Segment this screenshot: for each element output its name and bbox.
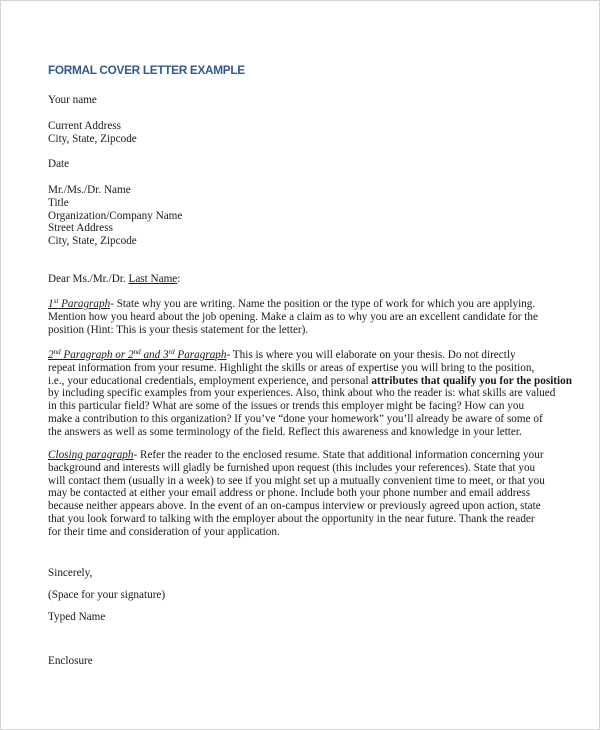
paragraph-2	[48, 348, 572, 439]
paragraph-1-line-1: - State why you are writing. Name the position or the type of work for which you are applying.	[110, 298, 536, 310]
document-title: FORMAL COVER LETTER EXAMPLE	[48, 63, 245, 77]
closing-paragraph-line-5: because neither appears above. In the event of an on-campus interview or previously agreed upon action, state	[48, 500, 541, 513]
closing-paragraph-line-1: - Refer the reader to the enclosed resume. State that additional information concerning your	[133, 449, 544, 461]
closing-paragraph-line-2: background and interests will gladly be furnished upon request (this includes your references). State that you	[48, 461, 536, 474]
sender-city: City, State, Zipcode	[48, 132, 137, 145]
salutation-prefix: Dear Ms./Mr./Dr.	[48, 273, 129, 285]
paragraph-2-line-6: make a contribution to this organization? If you’ve “done your homework” you’ll already be aware of some of	[48, 412, 543, 425]
recipient-title: Title	[48, 196, 69, 209]
paragraph-2-line-1: - This is where you will elaborate on your thesis. Do not directly	[226, 349, 516, 361]
sender-name: Your name	[48, 94, 97, 106]
closing-paragraph-line-6: that you look forward to talking with the employer about the opportunity in the near future. Thank the reader	[48, 512, 535, 525]
paragraph-2-line-7: the answers as well as some terminology of the field. Reflect this awareness and knowledge in your letter.	[48, 425, 522, 438]
closing-paragraph-lead: Closing paragraph	[48, 449, 134, 461]
recipient-organization: Organization/Company Name	[48, 209, 183, 222]
paragraph-2-lead: 2nd Paragraph or 2nd and 3rd Paragraph	[48, 348, 227, 361]
recipient-name: Mr./Ms./Dr. Name	[48, 184, 131, 196]
salutation-last-name: Last Name	[128, 273, 178, 285]
paragraph-1	[48, 298, 563, 336]
signoff-closing: Sincerely,	[48, 567, 93, 579]
paragraph-2-line-4: by including specific examples from your experiences. Also, think about who the reader is: what skills are valued	[48, 387, 556, 400]
signature-space: (Space for your signature)	[48, 589, 166, 601]
recipient-city: City, State, Zipcode	[48, 235, 137, 248]
paragraph-1-line-3: position (Hint: This is your thesis statement for the letter).	[48, 323, 309, 336]
recipient-street: Street Address	[48, 222, 113, 235]
typed-name: Typed Name	[48, 611, 106, 623]
closing-paragraph-line-3: will contact them (usually in a week) to see if you might set up a mutually convenient time to meet, or that you	[48, 474, 545, 487]
paragraph-2-line-3: i.e., your educational credentials, employment experience, and personal attributes that qualify you for the position	[48, 374, 572, 387]
recipient-block	[48, 184, 558, 248]
paragraph-1-line-2: Mention how you heard about the job opening. Make a claim as to why you are an excellent candidate for the	[48, 310, 538, 323]
closing-paragraph-line-7: for their time and consideration of your application.	[48, 525, 280, 538]
salutation-suffix: :	[177, 273, 181, 285]
paragraph-2-bold-phrase: attributes that qualify you for the position	[371, 374, 572, 387]
sender-address: Current Address	[48, 120, 122, 132]
sender-address-block	[48, 120, 558, 146]
letter-date: Date	[48, 158, 70, 170]
closing-paragraph	[48, 449, 563, 539]
paragraph-2-line-5: in this particular field? What are some of the issues or trends this employer might be facing? How can you	[48, 400, 525, 413]
closing-paragraph-line-4: may be contacted at either your email address or phone. Include both your phone number and email address	[48, 487, 531, 500]
paragraph-2-line-2: repeat information from your resume. Highlight the skills or areas of expertise you will bring to the position,	[48, 361, 535, 374]
paragraph-1-lead: 1st Paragraph	[48, 297, 111, 310]
salutation	[48, 273, 558, 286]
sender-block	[48, 94, 558, 107]
enclosure: Enclosure	[48, 655, 93, 667]
date-block	[48, 158, 558, 171]
